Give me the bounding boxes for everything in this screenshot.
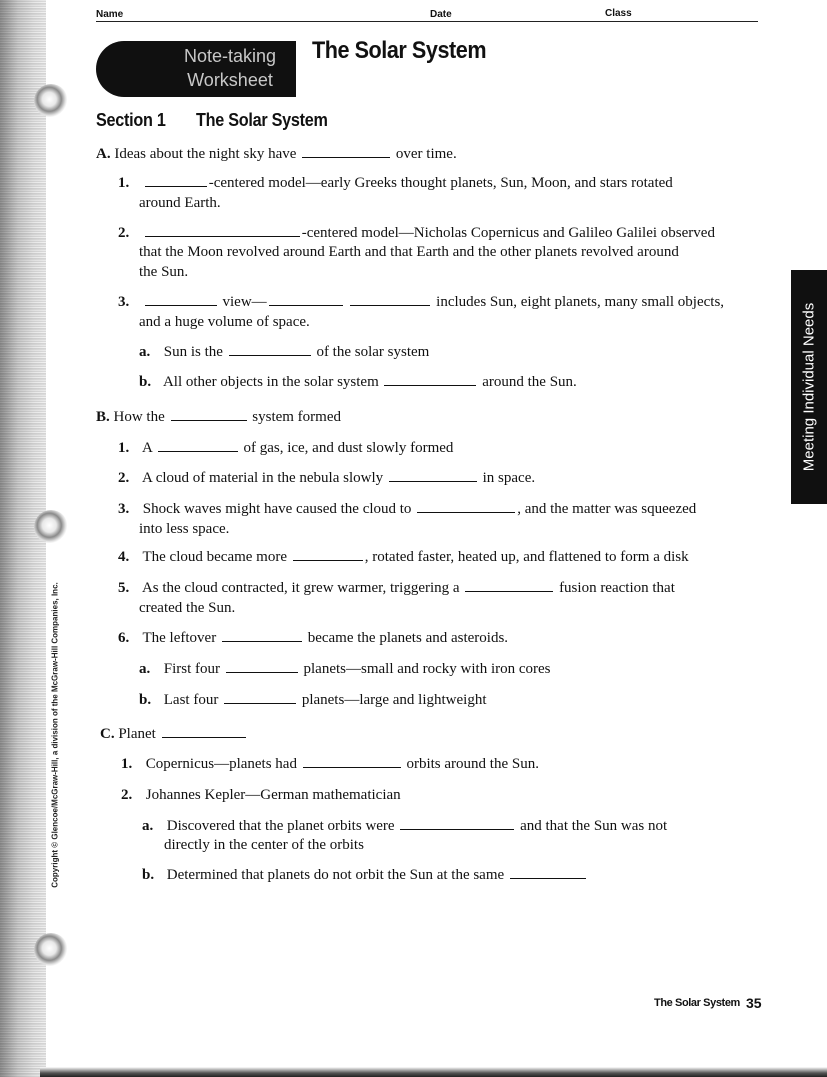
item-marker: b. (142, 867, 155, 883)
item-text: around the Sun. (482, 374, 577, 390)
item-text: system formed (252, 409, 341, 425)
item-text: The cloud became more (142, 549, 287, 565)
answer-blank[interactable] (162, 724, 246, 738)
outline-item-A3a (139, 342, 429, 362)
item-marker: 1. (118, 440, 130, 456)
item-text: , and the matter was squeezed (517, 501, 697, 517)
item-marker: 4. (118, 549, 130, 565)
answer-blank[interactable] (269, 292, 343, 306)
punch-hole (34, 510, 68, 544)
section-number: Section 1 (96, 110, 166, 130)
item-text: Sun is the (163, 344, 223, 360)
outline-item-A3 (118, 292, 724, 312)
item-text: A (141, 440, 152, 456)
answer-blank[interactable] (303, 754, 401, 768)
item-text: Johannes Kepler—German mathematician (145, 787, 401, 803)
answer-blank[interactable] (384, 372, 476, 386)
item-text: How the (113, 409, 165, 425)
item-text: fusion reaction that (559, 580, 675, 596)
name-label: Name (96, 9, 124, 20)
outline-item-B3 (118, 499, 696, 519)
answer-blank[interactable] (224, 690, 296, 704)
answer-blank[interactable] (158, 438, 238, 452)
outline-item-A2 (118, 223, 715, 243)
outline-item-B3-cont: into less space. (139, 521, 230, 537)
outline-item-A (96, 144, 457, 164)
answer-blank[interactable] (510, 865, 586, 879)
answer-blank[interactable] (145, 173, 207, 187)
item-text: A cloud of material in the nebula slowly (141, 470, 384, 486)
header-rule (96, 21, 758, 22)
answer-blank[interactable] (417, 499, 515, 513)
outline-item-A2-cont: that the Moon revolved around Earth and that Earth and the other planets revolved around (139, 244, 679, 260)
outline-item-B1 (118, 438, 453, 458)
item-text: Discovered that the planet orbits were (166, 818, 395, 834)
outline-item-A1-cont: around Earth. (139, 195, 221, 211)
outline-item-B6b (139, 690, 487, 710)
outline-item-C2 (121, 785, 401, 805)
item-text: -centered model—Nicholas Copernicus and Galileo Galilei observed (301, 225, 715, 241)
punch-hole (34, 84, 68, 118)
outline-item-B5-cont: created the Sun. (139, 600, 236, 616)
item-marker: 2. (121, 787, 133, 803)
answer-blank[interactable] (400, 816, 514, 830)
item-text: Determined that planets do not orbit the Sun at the same (166, 867, 505, 883)
item-text: Shock waves might have caused the cloud to (142, 501, 412, 517)
outline-item-A1 (118, 173, 673, 193)
item-marker: a. (139, 661, 151, 677)
outline-item-B6 (118, 628, 508, 648)
answer-blank[interactable] (226, 659, 298, 673)
answer-blank[interactable] (171, 407, 247, 421)
item-marker: b. (139, 374, 152, 390)
item-text: orbits around the Sun. (406, 756, 539, 772)
answer-blank[interactable] (222, 628, 302, 642)
item-marker: 6. (118, 630, 130, 646)
answer-blank[interactable] (145, 292, 217, 306)
item-text: Planet (118, 726, 156, 742)
item-text: became the planets and asteroids. (307, 630, 509, 646)
footer-label: The Solar System (654, 997, 740, 1009)
answer-blank[interactable] (389, 468, 477, 482)
class-label: Class (605, 8, 632, 19)
item-text: Copernicus—planets had (145, 756, 297, 772)
outline-item-B5 (118, 578, 675, 598)
item-text: planets—small and rocky with iron cores (303, 661, 551, 677)
item-marker: 1. (118, 175, 130, 191)
section-title: The Solar System (196, 110, 328, 130)
item-text: of gas, ice, and dust slowly formed (243, 440, 454, 456)
copyright-notice: Copyright © Glencoe/McGraw-Hill, a division of the McGraw-Hill Companies, Inc. (50, 582, 60, 888)
item-text: of the solar system (316, 344, 430, 360)
item-text: First four (163, 661, 220, 677)
item-text: Ideas about the night sky have (114, 146, 297, 162)
item-text: , rotated faster, heated up, and flattened to form a disk (364, 549, 689, 565)
answer-blank[interactable] (302, 144, 390, 158)
item-marker: a. (139, 344, 151, 360)
date-label: Date (430, 9, 452, 20)
item-marker: a. (142, 818, 154, 834)
outline-item-B2 (118, 468, 535, 488)
outline-item-C (100, 724, 248, 744)
item-text: All other objects in the solar system (162, 374, 379, 390)
outline-item-C1 (121, 754, 539, 774)
badge-line-1: Note-taking (183, 46, 277, 66)
item-marker: 1. (121, 756, 133, 772)
item-text: over time. (395, 146, 457, 162)
item-text: includes Sun, eight planets, many small objects, (436, 294, 725, 310)
outline-item-C2b (142, 865, 588, 885)
outline-item-A3-cont: and a huge volume of space. (139, 314, 310, 330)
outline-item-C2a-cont: directly in the center of the orbits (164, 837, 364, 853)
answer-blank[interactable] (145, 223, 300, 237)
item-text: and that the Sun was not (520, 818, 668, 834)
answer-blank[interactable] (350, 292, 430, 306)
item-marker: b. (139, 692, 152, 708)
outline-item-B (96, 407, 341, 427)
item-marker: B. (96, 409, 110, 425)
item-text: view— (222, 294, 267, 310)
answer-blank[interactable] (293, 547, 363, 561)
outline-item-B6a (139, 659, 551, 679)
item-text: -centered model—early Greeks thought planets, Sun, Moon, and stars rotated (208, 175, 673, 191)
outline-item-A3b (139, 372, 577, 392)
worksheet-badge-text (160, 44, 300, 92)
item-text: planets—large and lightweight (301, 692, 487, 708)
page-title: The Solar System (312, 37, 487, 64)
page-bottom-edge (40, 1067, 827, 1077)
punch-hole (34, 933, 68, 967)
item-marker: 3. (118, 501, 130, 517)
item-marker: 2. (118, 470, 130, 486)
item-marker: 2. (118, 225, 130, 241)
item-text: in space. (482, 470, 536, 486)
answer-blank[interactable] (229, 342, 311, 356)
item-text: The leftover (142, 630, 217, 646)
item-text: As the cloud contracted, it grew warmer, triggering a (141, 580, 460, 596)
badge-line-2: Worksheet (187, 70, 273, 90)
side-tab-label: Meeting Individual Needs (800, 302, 818, 472)
outline-item-A2-cont: the Sun. (139, 264, 189, 280)
item-marker: 5. (118, 580, 130, 596)
outline-item-C2a (142, 816, 667, 836)
outline-item-B4 (118, 547, 689, 567)
answer-blank[interactable] (465, 578, 553, 592)
item-marker: A. (96, 146, 111, 162)
item-marker: 3. (118, 294, 130, 310)
page-number: 35 (746, 995, 762, 1011)
item-marker: C. (100, 726, 115, 742)
item-text: Last four (163, 692, 219, 708)
